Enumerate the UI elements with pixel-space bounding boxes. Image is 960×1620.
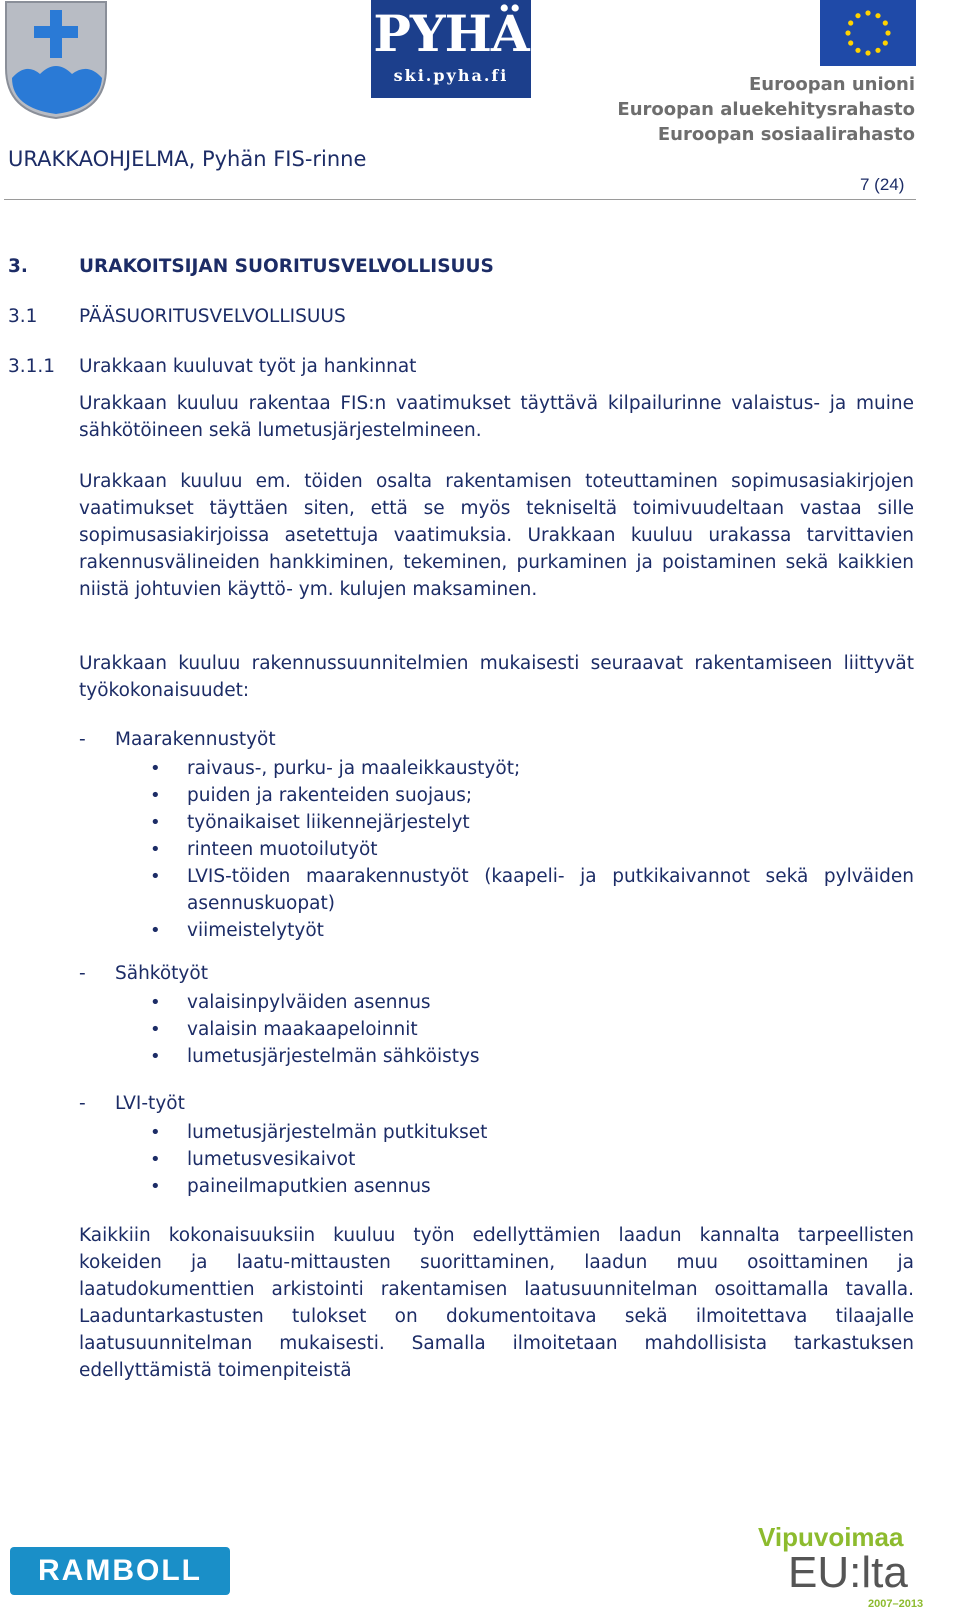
dash-marker: -: [79, 729, 86, 750]
eu-star-icon: [865, 50, 870, 55]
vipuvoimaa-years: 2007–2013: [868, 1598, 924, 1610]
list-item: • puiden ja rakenteiden suojaus;: [150, 782, 914, 809]
eu-star-icon: [885, 30, 890, 35]
eu-label-social-fund: Euroopan sosiaalirahasto: [657, 124, 915, 145]
list-group-earthworks: [79, 729, 276, 750]
dash-marker: -: [79, 1093, 86, 1114]
list-group-electrical: [79, 963, 208, 984]
eu-star-icon: [845, 30, 850, 35]
eu-star-icon: [848, 20, 853, 25]
page-number: 7 (24): [860, 175, 905, 194]
eu-label-regional-fund: Euroopan aluekehitysrahasto: [617, 99, 915, 120]
eu-label-union: Euroopan unioni: [749, 74, 915, 95]
heading-3: Urakkaan kuuluvat työt ja hankinnat: [79, 356, 417, 377]
heading-3-number: 3.1.1: [8, 356, 56, 377]
list-item: • työnaikaiset liikennejärjestelyt: [150, 809, 914, 836]
paragraph-scope: Urakkaan kuuluu rakentaa FIS:n vaatimukset täyttävä kilpailurinne valaistus- ja muine sähkötöineen sekä lumetusjärjestelmineen.: [79, 393, 914, 441]
eu-star-icon: [865, 10, 870, 15]
bullet-list-hvac: [150, 1119, 914, 1200]
pyha-logo-word: PYHÄ: [373, 4, 529, 63]
pyha-logo[interactable]: [371, 0, 531, 98]
paragraph-implementation: Urakkaan kuuluu em. töiden osalta rakentamisen toteuttaminen sopimusasiakirjojen vaatimukset täyttäen siten, että se myös tekniseltä toimivuudeltaan vastaa sille sopimusasiakirjoissa asetettuja vaatimuksia. Urakkaan kuuluu urakassa tarvittavien rakennusvälineiden hankkiminen, tekeminen, purkaminen ja poistaminen sekä kaikkien niistä johtuvien käyttö- ym. kulujen maksaminen.: [79, 471, 914, 600]
list-item: • rinteen muotoilutyöt: [150, 836, 914, 863]
list-group-label: LVI-työt: [115, 1093, 185, 1114]
document-title: URAKKAOHJELMA, Pyhän FIS-rinne: [8, 147, 367, 171]
paragraph-quality-control: Kaikkiin kokonaisuuksiin kuuluu työn edellyttämien laadun kannalta tarpeellisten kokeiden ja laatu-mittausten suorittaminen, laadun muu osoittaminen ja laatudokumenttien arkistointi rakentamisen laatusuunnitelman osoittamalla tavalla. Laaduntarkastusten tulokset on dokumentoitava sekä ilmoitettava tilaajalle laatusuunnitelman mukaisesti. Samalla ilmoitetaan mahdollisista tarkastuksen edellyttämistä toimenpiteistä: [79, 1225, 914, 1381]
paragraph-work-packages-intro: Urakkaan kuuluu rakennussuunnitelmien mukaisesti seuraavat rakentamiseen liittyvät työkokonaisuudet:: [79, 653, 914, 701]
list-item: • raivaus-, purku- ja maaleikkaustyöt;: [150, 755, 914, 782]
heading-2-number: 3.1: [8, 306, 38, 327]
eu-star-icon: [855, 13, 860, 18]
municipality-crest-logo: [4, 0, 108, 120]
list-item: • lumetusjärjestelmän sähköistys: [150, 1043, 914, 1070]
bullet-list-earthworks: [150, 755, 914, 944]
list-item: • paineilmaputkien asennus: [150, 1173, 914, 1200]
heading-1-number: 3.: [8, 256, 28, 277]
eu-lta-wordmark: EU:lta: [788, 1548, 908, 1597]
eu-star-icon: [883, 40, 888, 45]
eu-flag-icon: [820, 0, 916, 66]
list-group-label: Sähkötyöt: [115, 963, 208, 984]
list-item: • lumetusjärjestelmän putkitukset: [150, 1119, 914, 1146]
eu-star-icon: [875, 13, 880, 18]
ramboll-logo[interactable]: RAMBOLL: [10, 1547, 230, 1595]
heading-1: URAKOITSIJAN SUORITUSVELVOLLISUUS: [79, 256, 494, 277]
list-item: • viimeistelytyöt: [150, 917, 914, 944]
eu-star-icon: [875, 48, 880, 53]
list-item: • valaisinpylväiden asennus: [150, 989, 914, 1016]
vipuvoimaa-eu-logo: [758, 1522, 958, 1620]
list-item: • LVIS-töiden maarakennustyöt (kaapeli- ja putkikaivannot sekä pylväiden asennuskuopat): [150, 863, 914, 917]
vipuvoimaa-wordmark: Vipuvoimaa: [758, 1522, 904, 1552]
dash-marker: -: [79, 963, 86, 984]
list-item: • valaisin maakaapeloinnit: [150, 1016, 914, 1043]
list-group-label: Maarakennustyöt: [115, 729, 276, 750]
list-group-hvac: [79, 1093, 185, 1114]
list-item: • lumetusvesikaivot: [150, 1146, 914, 1173]
eu-star-icon: [855, 48, 860, 53]
eu-star-icon: [883, 20, 888, 25]
heading-2: PÄÄSUORITUSVELVOLLISUUS: [79, 306, 346, 327]
bullet-list-electrical: [150, 989, 914, 1070]
eu-star-icon: [848, 40, 853, 45]
header-divider: [4, 199, 916, 200]
pyha-logo-url: ski.pyha.fi: [393, 66, 509, 85]
